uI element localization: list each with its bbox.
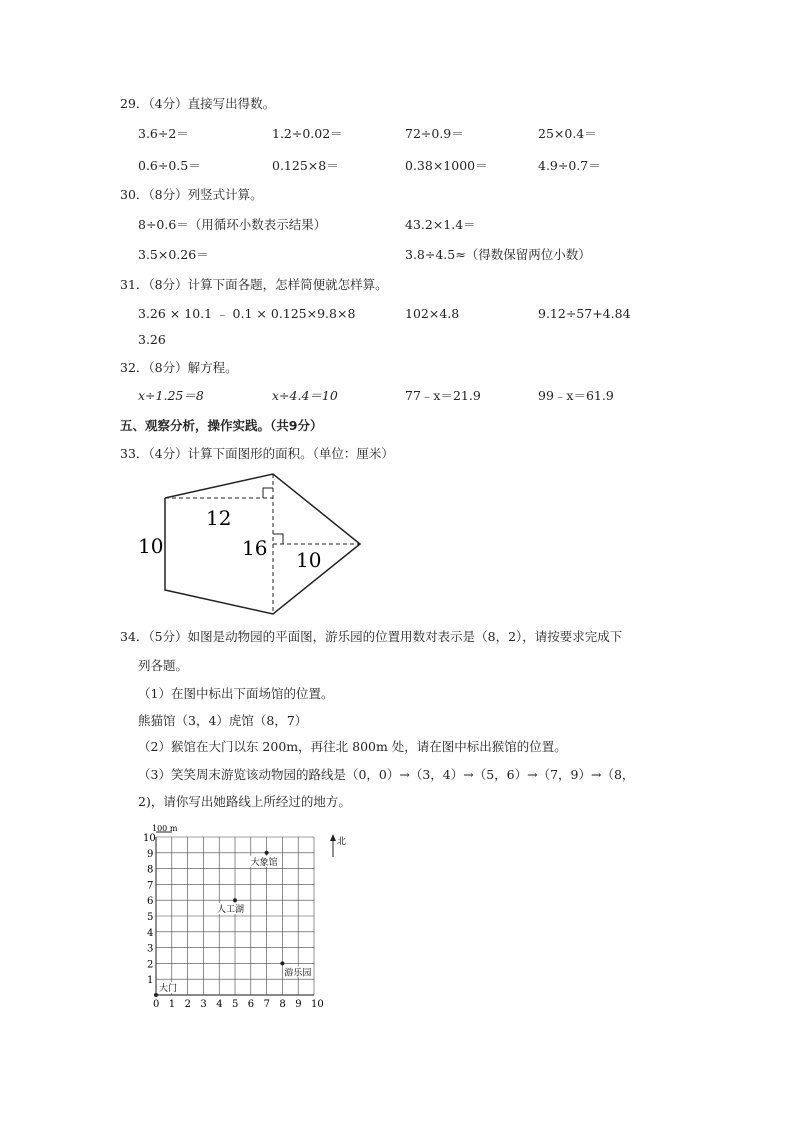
y-tick-label: 4 <box>147 927 154 939</box>
q32-item-3: 77﹣x＝21.9 <box>405 388 481 403</box>
place-dot <box>265 851 269 855</box>
y-tick-label: 1 <box>147 975 154 987</box>
x-tick-label: 4 <box>216 999 223 1010</box>
place-label: 游乐园 <box>284 968 312 979</box>
y-tick-label: 5 <box>147 912 154 923</box>
place-label: 人工湖 <box>217 905 245 916</box>
label-top: 12 <box>206 506 232 530</box>
q34-venues: 熊猫馆（3，4）虎馆（8，7） <box>138 713 308 728</box>
q31-item-3: 9.12÷57+4.84 <box>538 306 631 321</box>
y-tick-label: 8 <box>147 864 154 876</box>
q30-item-4: 3.8÷4.5≈（得数保留两位小数） <box>405 247 591 262</box>
q29-item-1: 3.6÷2＝ <box>138 126 189 141</box>
q30-item-2: 43.2×1.4＝ <box>405 217 476 232</box>
q30-title: 30．（8分）列竖式计算。 <box>120 187 263 202</box>
q31-title: 31．（8分）计算下面各题，怎样简便就怎样算。 <box>120 277 388 292</box>
x-tick-label: 10 <box>311 999 324 1010</box>
x-tick-label: 3 <box>200 999 207 1010</box>
place-label: 大象馆 <box>250 857 278 868</box>
q34-sub-3a: （3）笑笑周末游览该动物园的路线是（0，0）→（3，4）→（5，6）→（7，9）→（8， <box>138 767 635 782</box>
place-label: 大门 <box>159 984 178 994</box>
place-dot <box>233 898 237 902</box>
zoo-map <box>140 822 360 1017</box>
label-height: 16 <box>242 536 268 560</box>
y-tick-label: 9 <box>147 848 154 860</box>
q29-title: 29．（4分）直接写出得数。 <box>120 96 276 111</box>
q31-item-4: 3.26 <box>138 332 166 347</box>
q34-line-1: 34．（5分）如图是动物园的平面图，游乐园的位置用数对表示是（8，2），请按要求完成下 <box>120 629 623 644</box>
label-left: 10 <box>138 534 164 558</box>
place-dot <box>154 993 158 997</box>
x-tick-label: 5 <box>232 999 239 1010</box>
right-angle-mark-right <box>273 534 283 544</box>
q32-item-1: x÷1.25＝8 <box>138 388 204 403</box>
q32-title: 32．（8分）解方程。 <box>120 360 238 375</box>
x-tick-label: 6 <box>247 999 255 1010</box>
y-tick-label: 10 <box>143 833 156 844</box>
label-right: 10 <box>296 548 322 572</box>
q34-sub-1: （1）在图中标出下面场馆的位置。 <box>138 686 334 701</box>
q31-item-1: 3.26 × 10.1 ﹣ 0.1 × 0.125×9.8×8 <box>138 306 356 321</box>
right-angle-mark-top <box>263 488 273 498</box>
places <box>154 851 312 997</box>
x-tick-label: 9 <box>295 999 302 1010</box>
q30-item-1: 8÷0.6＝（用循环小数表示结果） <box>138 217 327 232</box>
q32-item-4: 99﹣x＝61.9 <box>538 388 614 403</box>
x-tick-label: 8 <box>279 999 286 1010</box>
q29-item-2: 1.2÷0.02＝ <box>272 126 343 141</box>
q30-item-3: 3.5×0.26＝ <box>138 247 209 262</box>
q29-item-4: 25×0.4＝ <box>538 126 597 141</box>
x-tick-label: 7 <box>263 999 270 1010</box>
y-tick-label: 2 <box>147 959 154 971</box>
q32-item-2: x÷4.4＝10 <box>272 388 338 403</box>
q31-item-2: 102×4.8 <box>405 306 460 321</box>
north-arrow-icon <box>330 834 336 841</box>
q29-item-8: 4.9÷0.7＝ <box>538 158 601 173</box>
q34-line-2: 列各题。 <box>138 658 189 673</box>
x-tick-label: 0 <box>153 999 160 1010</box>
y-tick-label: 6 <box>147 896 154 908</box>
x-tick-label: 2 <box>184 999 191 1010</box>
place-dot <box>280 961 284 965</box>
section-5-title: 五、观察分析，操作实践。（共9分） <box>120 418 323 433</box>
q34-sub-2: （2）猴馆在大门以东 200m，再往北 800m 处，请在图中标出猴馆的位置。 <box>138 739 567 754</box>
q34-sub-3b: 2)，请你写出她路线上所经过的地方。 <box>138 794 351 809</box>
q33-title: 33．（4分）计算下面图形的面积。（单位：厘米） <box>120 446 394 461</box>
y-tick-label: 3 <box>147 943 154 955</box>
q29-item-5: 0.6÷0.5＝ <box>138 158 201 173</box>
north-label: 北 <box>337 837 347 847</box>
pentagon-figure <box>130 466 370 626</box>
scale-label: 100 m <box>152 824 178 833</box>
x-tick-label: 1 <box>168 999 176 1010</box>
q29-item-7: 0.38×1000＝ <box>405 158 488 173</box>
q29-item-3: 72÷0.9＝ <box>405 126 464 141</box>
y-tick-label: 7 <box>147 880 154 892</box>
q29-item-6: 0.125×8＝ <box>272 158 339 173</box>
